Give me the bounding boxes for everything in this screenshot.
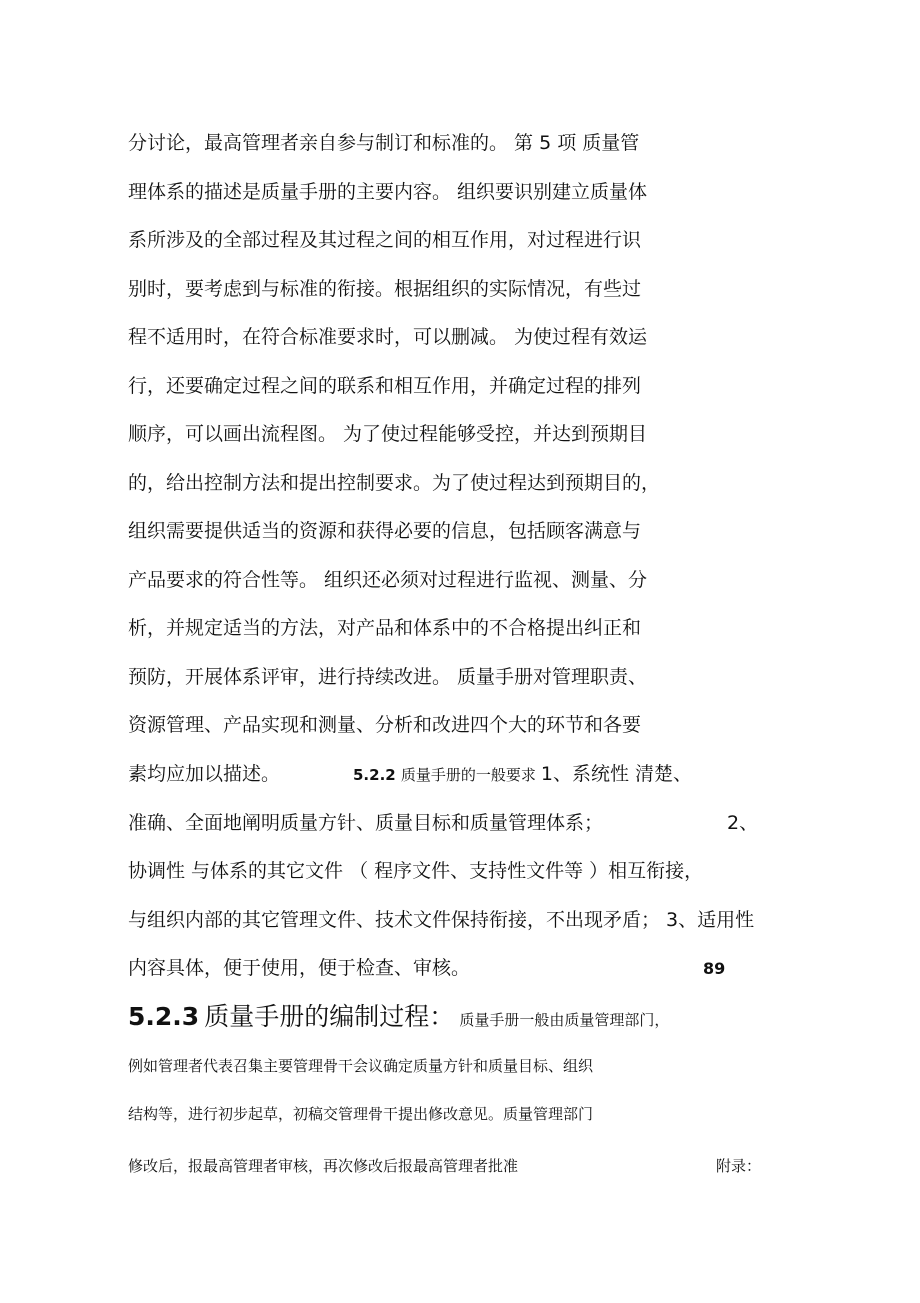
requirement-1-text: 1、系统性 清楚、 xyxy=(540,763,693,785)
section-line-4: 修改后，报最高管理者审核，再次修改后报最高管理者批准 xyxy=(128,1157,519,1175)
paragraph-line-6: 行，还要确定过程之间的联系和相互作用，并确定过程的排列 xyxy=(128,375,642,397)
section-title: 质量手册的编制过程： xyxy=(204,1002,455,1031)
paragraph-line-3: 系所涉及的全部过程及其过程之间的相互作用，对过程进行识 xyxy=(128,229,642,251)
subsection-number: 5.2.2 xyxy=(353,766,396,784)
paragraph-line-1: 分讨论，最高管理者亲自参与制订和标准的。 第 5 项 质量管 xyxy=(128,132,640,154)
section-intro-text: 质量手册一般由质量管理部门， xyxy=(459,1011,670,1029)
paragraph-line-4: 别时，要考虑到与标准的衔接。根据组织的实际情况，有些过 xyxy=(128,278,642,300)
paragraph-line-2: 理体系的描述是质量手册的主要内容。 组织要识别建立质量体 xyxy=(128,181,648,203)
subsection-title: 质量手册的一般要求 xyxy=(400,766,536,784)
paragraph-line-12: 预防，开展体系评审，进行持续改进。 质量手册对管理职责、 xyxy=(128,666,648,688)
paragraph-line-17: 与组织内部的其它管理文件、技术文件保持衔接，不出现矛盾； 3、适用性 xyxy=(128,909,755,931)
section-line-2: 例如管理者代表召集主要管理骨干会议确定质量方针和质量目标、组织 xyxy=(128,1057,594,1075)
paragraph-line-5: 程不适用时，在符合标准要求时，可以删减。 为使过程有效运 xyxy=(128,326,648,348)
paragraph-line-11: 析，并规定适当的方法，对产品和体系中的不合格提出纠正和 xyxy=(128,617,642,639)
paragraph-line-13: 资源管理、产品实现和测量、分析和改进四个大的环节和各要 xyxy=(128,714,642,736)
appendix-label: 附录： xyxy=(716,1157,762,1175)
paragraph-line-9: 组织需要提供适当的资源和获得必要的信息，包括顾客满意与 xyxy=(128,520,642,542)
requirement-2-number: 2、 xyxy=(727,812,759,834)
line-14-text: 素均应加以描述。 xyxy=(128,763,281,785)
section-5-2-3-heading xyxy=(128,1000,669,1037)
section-number: 5.2.3 xyxy=(128,1002,200,1031)
subsection-5-2-2-heading xyxy=(353,761,692,788)
page-number: 89 xyxy=(703,959,726,978)
paragraph-line-8: 的，给出控制方法和提出控制要求。为了使过程达到预期目的， xyxy=(128,472,661,494)
paragraph-line-15: 准确、全面地阐明质量方针、质量目标和质量管理体系； xyxy=(128,812,604,834)
paragraph-line-7: 顺序，可以画出流程图。 为了使过程能够受控，并达到预期目 xyxy=(128,423,648,445)
section-line-3: 结构等，进行初步起草，初稿交管理骨干提出修改意见。质量管理部门 xyxy=(128,1105,594,1123)
paragraph-line-16: 协调性 与体系的其它文件 （ 程序文件、支持性文件等 ）相互衔接， xyxy=(128,860,704,882)
paragraph-line-18: 内容具体，便于使用，便于检查、审核。 xyxy=(128,957,471,979)
paragraph-line-10: 产品要求的符合性等。 组织还必须对过程进行监视、测量、分 xyxy=(128,569,648,591)
paragraph-line-14 xyxy=(128,761,280,787)
